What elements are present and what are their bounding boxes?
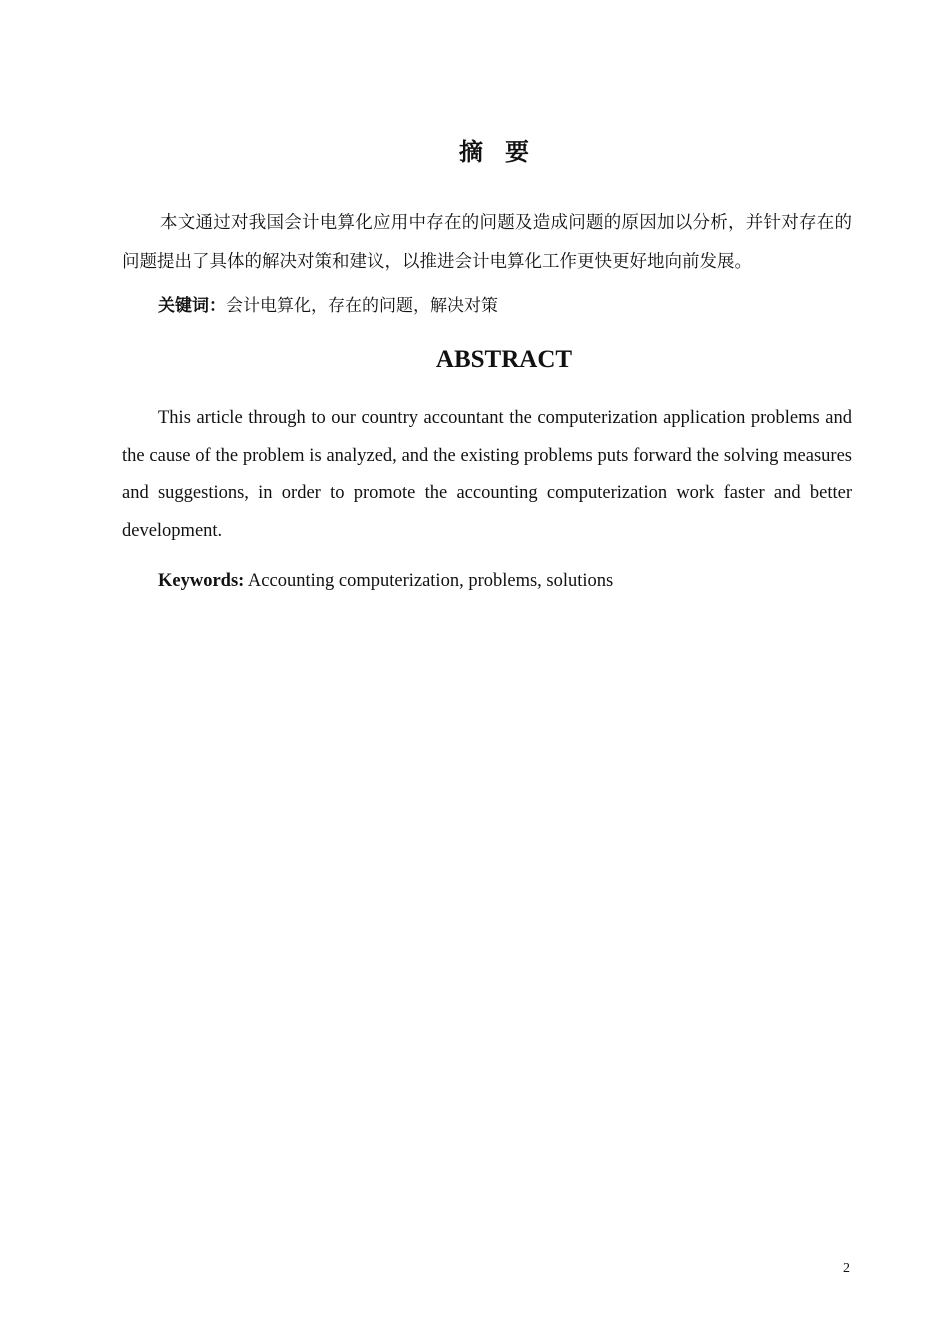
english-keywords-text: Accounting computerization, problems, solutions (244, 571, 614, 591)
chinese-keywords-text: 会计电算化，存在的问题，解决对策 (226, 296, 498, 316)
english-abstract-body: This article through to our country accountant the computerization application problems and the cause of the problem is analyzed, and the existing problems puts forward the solving measures and suggestions, in order to promote the accounting computerization work faster and better development. (122, 408, 852, 541)
english-keywords-label: Keywords: (158, 571, 245, 591)
english-abstract-title: ABSTRACT (435, 346, 573, 373)
chinese-keywords-line (158, 292, 498, 320)
chinese-keywords-label: 关键词： (158, 296, 226, 316)
english-keywords-line (158, 567, 613, 595)
page-number: 2 (843, 1261, 850, 1276)
chinese-abstract-title: 摘要 (459, 138, 551, 166)
chinese-abstract-body: 本文通过对我国会计电算化应用中存在的问题及造成问题的原因加以分析，并针对存在的问题提出了具体的解决对策和建议，以推进会计电算化工作更快更好地向前发展。 (122, 213, 852, 272)
